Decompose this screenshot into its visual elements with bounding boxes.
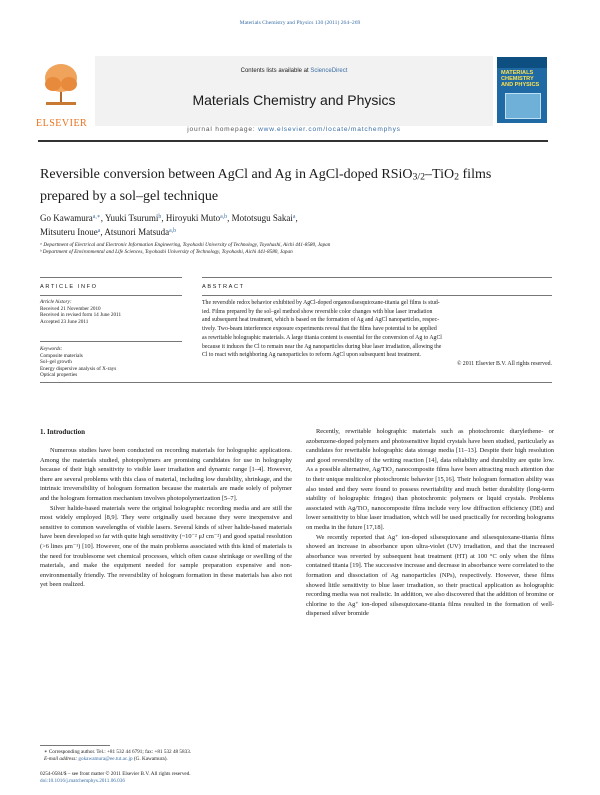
history-accepted: Accepted 23 June 2011 [40, 318, 89, 325]
author[interactable]: Yuuki Tsurumi [104, 213, 159, 223]
elsevier-wordmark: ELSEVIER [36, 118, 88, 129]
keyword: Sol–gel growth [40, 359, 72, 366]
history-received: Received 21 November 2010 [40, 305, 101, 312]
abstract-text: The reversible redox behavior exhibited by AgCl-doped organosilsesquioxane-titania gel films is stud- ied. Films prepared by the sol–gel method show reversible color changes with blue laser irradiation and subsequent heat treatment, which is based on the formation of Ag and AgCl nanoparticles, respec- tively. Two-beam interference exposure experiments reveal that the films have potential to be applied as rewritable holographic materials. A large titania content is essential for the conversion of Ag to AgCl because it induces the Cl to remain near the Ag nanoparticles during blue laser irradiation, allowing the Cl to react with neighboring Ag nanoparticles to reform AgCl upon subsequent heat treatment. © 2011 Elsevier B.V. All rights reserved. [202, 300, 552, 367]
affiliations [40, 242, 560, 255]
email-link[interactable]: gokawamura@ee.tut.ac.jp [78, 755, 133, 762]
author[interactable]: Mitsuteru Inoue [40, 227, 98, 237]
keywords: Keywords: Composite materials Sol–gel growth Energy dispersive analysis of X-rays Optical properties [40, 346, 182, 379]
copyright: © 2011 Elsevier B.V. All rights reserved. [456, 360, 552, 367]
section-heading: 1. Introduction [40, 428, 85, 436]
journal-cover [497, 57, 547, 123]
keyword: Composite materials [40, 352, 83, 359]
article-info-heading: ARTICLE INFO [40, 284, 98, 290]
info-rule-top [40, 277, 182, 278]
paragraph: Recently, rewritable holographic materials such as photochromic diarylethene- or azobenzene-doped polymers and photosensitive liquid crystals have been studied, particularly as candidates for rewritable holographic data storage media [11–13]. Despite their high resolution and good reversibility of the writing reaction [14], data reliability and durability are quite low. As a possible alternative, Ag/TiO₂ nanocomposite films have been attracting much attention due to their unique multicolor photochromic behavior [15,16]. Their hologram formation ability was also tested and they were found to possess rewritability and much better durability (long-term stability of holographic fringes) than photochromic polymers or liquid crystals. Problems associated with Ag/TiO₂ nanocomposite films include very low diffraction efficiency (DE) and lower sensitivity to blue laser irradiation, which will be used practically for recording holograms on media in the future [17,18]. [306, 428, 554, 531]
authors-line-2: Mitsuteru Inoue$^a$, Atsunori Matsuda$^{a,b}$ [40, 227, 177, 237]
issn-line: 0254-0584/$ – see front matter © 2011 Elsevier B.V. All rights reserved. [40, 771, 191, 777]
authors-line-1: Go Kawamura$^{a,∗}$, Yuuki Tsurumi$^b$, Hiroyuki Muto$^{a,b}$, Mototsugu Sakai$^a$, [40, 213, 298, 223]
contents-line: Contents lists available at ScienceDirect [240, 68, 348, 74]
affiliation-b: ᵇ Department of Environmental and Life Sciences, Toyohashi University of Technology, Toyohashi, Aichi 441-8580, Japan [40, 248, 293, 255]
author[interactable]: Go Kawamura [40, 213, 93, 223]
author-list [40, 211, 560, 239]
author[interactable]: Atsunori Matsuda [104, 227, 170, 237]
journal-title: Materials Chemistry and Physics [192, 92, 396, 108]
abstract-rule-mid [202, 295, 552, 296]
article-title: Reversible conversion between AgCl and Ag in AgCl-doped RSiO3/2–TiO2 films prepared by a sol–gel technique [40, 167, 492, 204]
header-rule [38, 140, 548, 142]
doi-link[interactable]: doi:10.1016/j.matchemphys.2011.06.036 [40, 777, 125, 784]
elsevier-tree-logo [38, 58, 84, 124]
journal-banner [95, 56, 493, 126]
footnote: ∗ Corresponding author. Tel.: +81 532 44 6791; fax: +81 532 48 5833. E-mail address: gokawamura@ee.tut.ac.jp (G. Kawamura). [44, 749, 192, 762]
homepage-link[interactable]: www.elsevier.com/locate/matchemphys [258, 126, 401, 133]
abstract-rule-bottom [40, 382, 552, 383]
article-history: Article history: Received 21 November 2010 Received in revised form 14 June 2011 Accepted 23 June 2011 [40, 299, 182, 325]
history-revised: Received in revised form 14 June 2011 [40, 312, 122, 319]
affiliation-a: ᵃ Department of Electrical and Electronic Information Engineering, Toyohashi University of Technology, Toyohashi, Aichi 441-8580, Japan [40, 242, 331, 248]
abstract-rule-top [202, 277, 552, 278]
right-column [306, 427, 554, 619]
journal-reference[interactable]: Materials Chemistry and Physics 130 (2011) 264–269 [239, 20, 361, 26]
abstract-heading: ABSTRACT [202, 284, 245, 290]
info-rule-keywords [40, 341, 182, 342]
front-matter [40, 771, 300, 784]
keyword: Optical properties [40, 372, 78, 379]
paragraph: Numerous studies have been conducted on recording materials for holographic applications. Among the materials studied, photopolymers are promising candidates for use in holography because of their high sensitivity to visible laser irradiation and dynamic range [1–4]. However, there are several problems with this class of material, including low durability, shrinkage, and the intrinsic irreversibility of hologram formation because the materials are made solely of polymer and the hologram formation mechanism involves photopolymerization [5–7]. [40, 447, 292, 502]
sciencedirect-link[interactable]: ScienceDirect [310, 68, 348, 74]
footnote-rule [40, 745, 110, 746]
paragraph: Silver halide-based materials were the original holographic recording media and are still the most widely employed [8,9]. They were originally used because they were inexpensive and sensitive to common wavelengths of visible lasers. Several kinds of silver halide-based materials have been developed so far with quite high sensitivity (~10⁻² μJ cm⁻²) and good spatial resolution (>6 lines μm⁻¹) [10]. However, one of the main problems associated with this kind of materials is the need for troublesome wet chemical processes, which often cause shrinkage or swelling of the materials, and make the equipment needed for sample preparation expensive and non-environmentally friendly. The reversibility of hologram formation in these materials has also not yet been realized. [40, 504, 292, 589]
journal-homepage: journal homepage: www.elsevier.com/locate/matchemphys [187, 126, 401, 133]
info-rule-mid [40, 295, 182, 296]
paragraph: We recently reported that Ag⁺ ion-doped silsesquioxane and silsesquioxane-titania films showed an increase in absorbance upon ultra-violet (UV) irradiation, and that the increased absorbance was reverted by subsequent heat treatment (HT) at 100 °C only when the films contained titania [19]. The successive increase and decrease in absorbance were correlated to the formation and dissociation of Ag nanoparticles (NPs), respectively. However, these films showed little sensitivity to blue laser irradiation, so their practical application as holographic recording media was not realistic. In addition, we also discovered that the addition of bromine or chlorine to the Ag⁺ ion-doped silsesquioxane-titania films resulted in the formation of well-dispersed silver bromide [306, 533, 554, 618]
cover-title: MATERIALS CHEMISTRY AND PHYSICS [501, 70, 540, 88]
author[interactable]: Hiroyuki Muto [165, 213, 221, 223]
keyword: Energy dispersive analysis of X-rays [40, 365, 117, 372]
left-column [40, 446, 292, 590]
author[interactable]: Mototsugu Sakai [231, 213, 293, 223]
